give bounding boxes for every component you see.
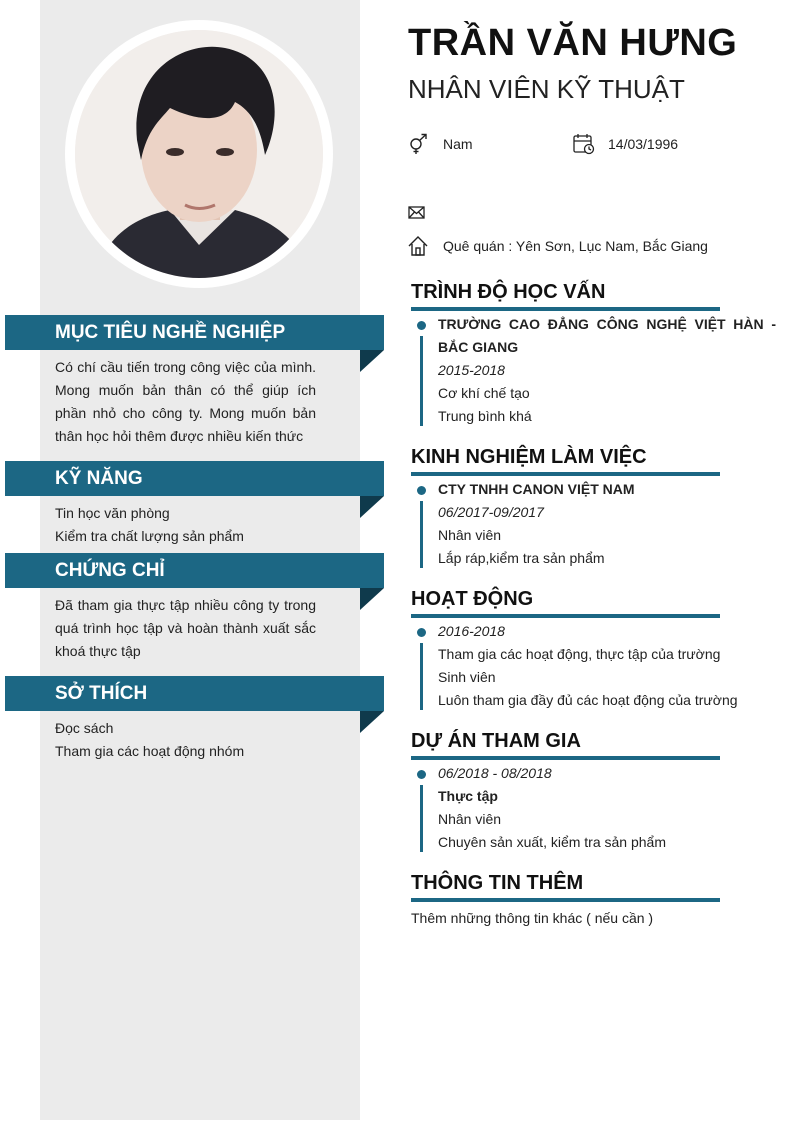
education-section <box>411 280 776 428</box>
activity-role: Sinh viên <box>438 669 496 685</box>
projects-title: DỰ ÁN THAM GIA <box>411 730 581 752</box>
objective-text: Có chí cầu tiến trong công việc của mình. Mong muốn bản thân có thể giúp ích phần nhỏ cho công ty. Mong muốn bản thân học hỏi thêm được nhiều kiến thức <box>55 359 316 444</box>
project-entry <box>411 762 776 854</box>
hometown-info <box>408 235 708 257</box>
timeline-dot <box>417 628 426 637</box>
education-entry <box>411 313 776 428</box>
hobby-item: Đọc sách <box>55 720 114 736</box>
activity-period: 2016-2018 <box>438 623 505 639</box>
section-divider <box>411 614 720 618</box>
activity-entry <box>411 620 776 712</box>
projects-section <box>411 729 776 854</box>
project-role: Nhân viên <box>438 811 502 827</box>
activity-detail: Luôn tham gia đầy đủ các hoạt động của trường <box>438 692 738 708</box>
experience-period: 06/2017-09/2017 <box>438 504 544 520</box>
skills-list <box>5 496 384 548</box>
hometown-value: Quê quán : Yên Sơn, Lục Nam, Bắc Giang <box>443 238 708 254</box>
timeline-dot <box>417 486 426 495</box>
activities-section <box>411 587 776 712</box>
project-description: Chuyên sản xuất, kiểm tra sản phẩm <box>438 834 667 850</box>
school-name: TRƯỜNG CAO ĐẲNG CÔNG NGHỆ VIỆT HÀN - BẮC GIANG <box>438 316 776 355</box>
gender-info <box>408 133 473 155</box>
skills-title: KỸ NĂNG <box>5 461 384 496</box>
certificates-text: Đã tham gia thực tập nhiều công ty trong quá trình học tập và hoàn thành xuất sắc khoá thực tập <box>55 597 316 659</box>
education-title: TRÌNH ĐỘ HỌC VẤN <box>411 281 606 303</box>
avatar <box>75 30 323 278</box>
experience-description: Lắp ráp,kiểm tra sản phẩm <box>438 550 605 566</box>
experience-entry <box>411 478 776 570</box>
home-icon <box>408 235 430 257</box>
extra-text: Thêm những thông tin khác ( nếu cần ) <box>411 910 654 926</box>
hobbies-section <box>5 676 384 763</box>
hobby-item: Tham gia các hoạt động nhóm <box>55 743 245 759</box>
certificates-section <box>5 553 384 663</box>
ribbon-fold <box>360 711 384 733</box>
objective-section <box>5 315 384 448</box>
ribbon-fold <box>360 496 384 518</box>
candidate-name: TRẦN VĂN HƯNG <box>408 22 738 64</box>
experience-title: KINH NGHIỆM LÀM VIỆC <box>411 446 647 468</box>
section-divider <box>411 307 720 311</box>
education-period: 2015-2018 <box>438 362 505 378</box>
skill-item: Tin học văn phòng <box>55 505 170 521</box>
experience-section <box>411 445 776 570</box>
hobbies-title: SỞ THÍCH <box>5 676 384 711</box>
timeline-line <box>420 785 423 852</box>
gender-value: Nam <box>443 136 473 152</box>
section-divider <box>411 472 720 476</box>
timeline-dot <box>417 770 426 779</box>
activities-title: HOẠT ĐỘNG <box>411 588 534 610</box>
skills-section <box>5 461 384 548</box>
extra-section <box>411 871 776 930</box>
calendar-icon <box>573 133 595 155</box>
email-icon <box>408 201 430 223</box>
hobbies-list <box>5 711 384 763</box>
experience-position: Nhân viên <box>438 527 502 543</box>
company-name: CTY TNHH CANON VIỆT NAM <box>438 481 635 497</box>
birthdate-info <box>573 133 678 155</box>
extra-title: THÔNG TIN THÊM <box>411 872 584 894</box>
job-title: NHÂN VIÊN KỸ THUẬT <box>408 74 685 104</box>
section-divider <box>411 898 720 902</box>
activity-description: Tham gia các hoạt động, thực tập của trường <box>438 646 721 662</box>
section-divider <box>411 756 720 760</box>
objective-title: MỤC TIÊU NGHỀ NGHIỆP <box>5 315 384 350</box>
project-period: 06/2018 - 08/2018 <box>438 765 552 781</box>
certificates-title: CHỨNG CHỈ <box>5 553 384 588</box>
avatar-frame <box>65 20 333 288</box>
ribbon-fold <box>360 350 384 372</box>
education-major: Cơ khí chế tạo <box>438 385 530 401</box>
gender-icon <box>408 133 430 155</box>
email-info <box>408 201 443 223</box>
timeline-line <box>420 501 423 568</box>
education-grade: Trung bình khá <box>438 408 532 424</box>
skill-item: Kiểm tra chất lượng sản phẩm <box>55 528 244 544</box>
timeline-line <box>420 643 423 710</box>
birthdate-value: 14/03/1996 <box>608 136 679 152</box>
ribbon-fold <box>360 588 384 610</box>
timeline-line <box>420 336 423 426</box>
timeline-dot <box>417 321 426 330</box>
project-name: Thực tập <box>438 788 498 804</box>
